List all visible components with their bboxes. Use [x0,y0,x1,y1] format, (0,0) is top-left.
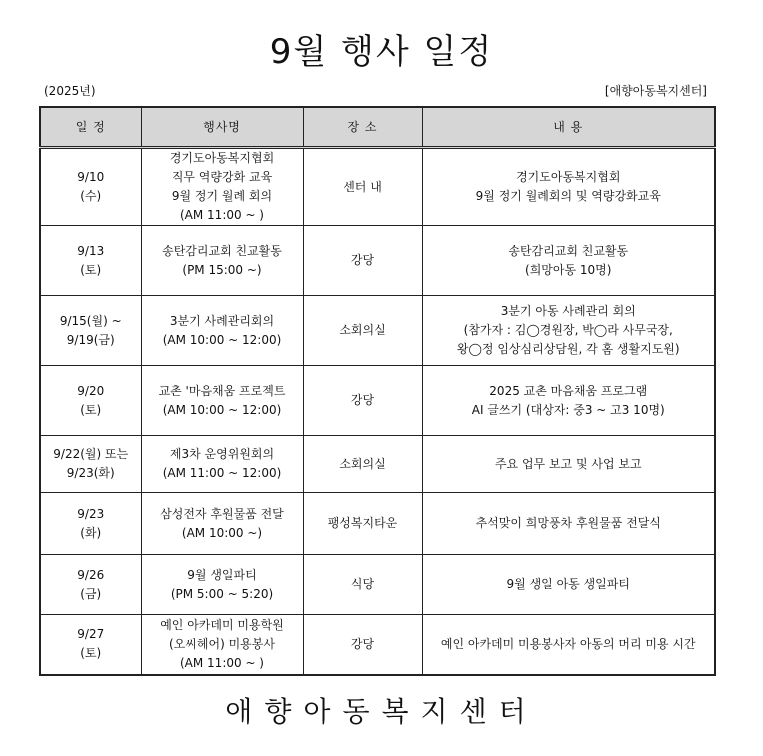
date-cell [40,615,141,675]
content-cell-line: 경기도아동복지협회 [516,170,621,184]
date-cell-line: (토) [80,262,102,277]
content-cell [422,493,715,555]
footer-organization: 애향아동복지센터 [225,695,538,728]
place-cell [303,366,422,436]
content-cell [422,296,715,366]
content-cell [422,555,715,615]
place-cell-line: 강당 [350,393,375,407]
place-cell-line: 센터 내 [343,179,382,194]
event-cell-line: 교촌 '마음채움 프로젝트 [158,383,286,398]
event-cell-line: (오씨헤어) 미용봉사 [169,636,275,651]
date-cell-line: 9/13 [77,243,105,258]
place-cell-line: 팽성복지타운 [327,516,398,530]
header-row [40,107,715,148]
content-cell [422,148,715,226]
content-cell-line: 3분기 아동 사례관리 회의 [500,304,636,318]
content-cell-line: 주요 업무 보고 및 사업 보고 [494,456,642,471]
place-cell-line: 강당 [350,253,375,267]
page-title: 9월 행사 일정 [269,32,494,72]
event-cell-line: 직무 역량강화 교육 [171,170,273,184]
header-content: 내 용 [422,107,715,148]
event-cell-line: 삼성전자 후원물품 전달 [160,506,284,521]
date-cell-line: (토) [80,646,102,661]
date-cell-line: 9/10 [77,170,105,184]
event-cell [141,555,303,615]
date-cell-line: (토) [80,402,102,417]
content-cell [422,615,715,675]
event-cell-line: (PM 15:00 ~) [182,262,262,277]
table-row [40,148,715,226]
event-cell-line: (AM 11:00 ~ 12:00) [162,466,282,480]
event-cell-line: 3분기 사례관리회의 [169,313,275,328]
place-cell [303,615,422,675]
event-cell-line: (AM 11:00 ~ ) [179,655,264,670]
date-cell [40,493,141,555]
place-cell-line: 소회의실 [339,323,386,337]
date-cell [40,436,141,493]
date-cell-line: (화) [80,525,102,540]
table-row [40,226,715,296]
header-place: 장 소 [303,107,422,148]
event-cell [141,436,303,493]
table-row [40,296,715,366]
content-cell-line: 2025 교촌 마음채움 프로그램 [489,383,648,398]
date-cell-line: 9/26 [77,567,105,582]
date-cell [40,366,141,436]
content-cell-line: 송탄감리교회 친교활동 [508,243,629,258]
event-cell-line: (AM 10:00 ~ 12:00) [162,402,282,417]
date-cell-line: (수) [80,189,102,203]
header-date: 일 정 [40,107,141,148]
date-cell-line: 9/15(월) ~ [59,313,122,328]
date-cell-line: 9/23(화) [66,466,115,480]
table-row [40,436,715,493]
event-cell [141,296,303,366]
place-cell-line: 강당 [350,636,375,651]
date-cell-line: 9/20 [77,383,105,398]
place-cell [303,148,422,226]
event-cell-line: 송탄감리교회 친교활동 [162,243,282,258]
date-cell-line: 9/27 [77,627,105,642]
schedule-table [39,106,716,676]
header-event: 행사명 [141,107,303,148]
content-cell-line: AI 글쓰기 (대상자: 중3 ~ 고3 10명) [471,402,665,417]
event-cell-line: 제3차 운영위원회의 [169,447,275,461]
event-cell [141,493,303,555]
content-cell [422,226,715,296]
table-row [40,493,715,555]
date-cell [40,555,141,615]
event-cell-line: 9월 정기 월례 회의 [171,189,273,203]
date-cell-line: (금) [80,586,102,601]
content-cell [422,366,715,436]
event-cell-line: 경기도아동복지협회 [169,151,275,165]
date-cell [40,296,141,366]
table-row [40,366,715,436]
content-cell-line: 왕◯정 임상심리상담원, 각 홈 생활지도원) [456,342,680,356]
event-cell-line: 9월 생일파티 [187,567,257,582]
place-cell-line: 식당 [350,577,375,591]
date-cell-line: 9/23 [77,506,105,521]
organization-label: [애향아동복지센터] [604,84,707,98]
content-cell [422,436,715,493]
schedule-body [40,148,715,675]
content-cell-line: 9월 생일 아동 생일파티 [506,577,630,591]
place-cell [303,493,422,555]
place-cell [303,436,422,493]
date-cell [40,226,141,296]
content-cell-line: (참가자 : 김◯경원장, 박◯라 사무국장, [463,323,673,337]
place-cell [303,296,422,366]
date-cell [40,148,141,226]
content-cell-line: 추석맞이 희망풍차 후원물품 전달식 [475,516,661,530]
event-cell-line: (AM 10:00 ~) [181,525,263,540]
place-cell [303,555,422,615]
event-cell-line: (AM 11:00 ~ ) [179,208,264,222]
event-cell [141,366,303,436]
place-cell [303,226,422,296]
event-cell [141,615,303,675]
date-cell-line: 9/22(월) 또는 [53,447,129,461]
event-cell-line: (PM 5:00 ~ 5:20) [170,586,274,601]
event-cell [141,148,303,226]
content-cell-line: 9월 정기 월례회의 및 역량강화교육 [475,189,661,203]
table-row [40,555,715,615]
table-row [40,615,715,675]
year-label: (2025년) [44,84,96,98]
content-cell-line: 예인 아카데미 미용봉사자 아동의 머리 미용 시간 [440,636,696,651]
date-cell-line: 9/19(금) [66,332,115,347]
place-cell-line: 소회의실 [339,456,386,471]
event-cell-line: 예인 아카데미 미용학원 [160,617,284,632]
event-cell-line: (AM 10:00 ~ 12:00) [162,332,282,347]
content-cell-line: (희망아동 10명) [525,262,612,277]
event-cell [141,226,303,296]
